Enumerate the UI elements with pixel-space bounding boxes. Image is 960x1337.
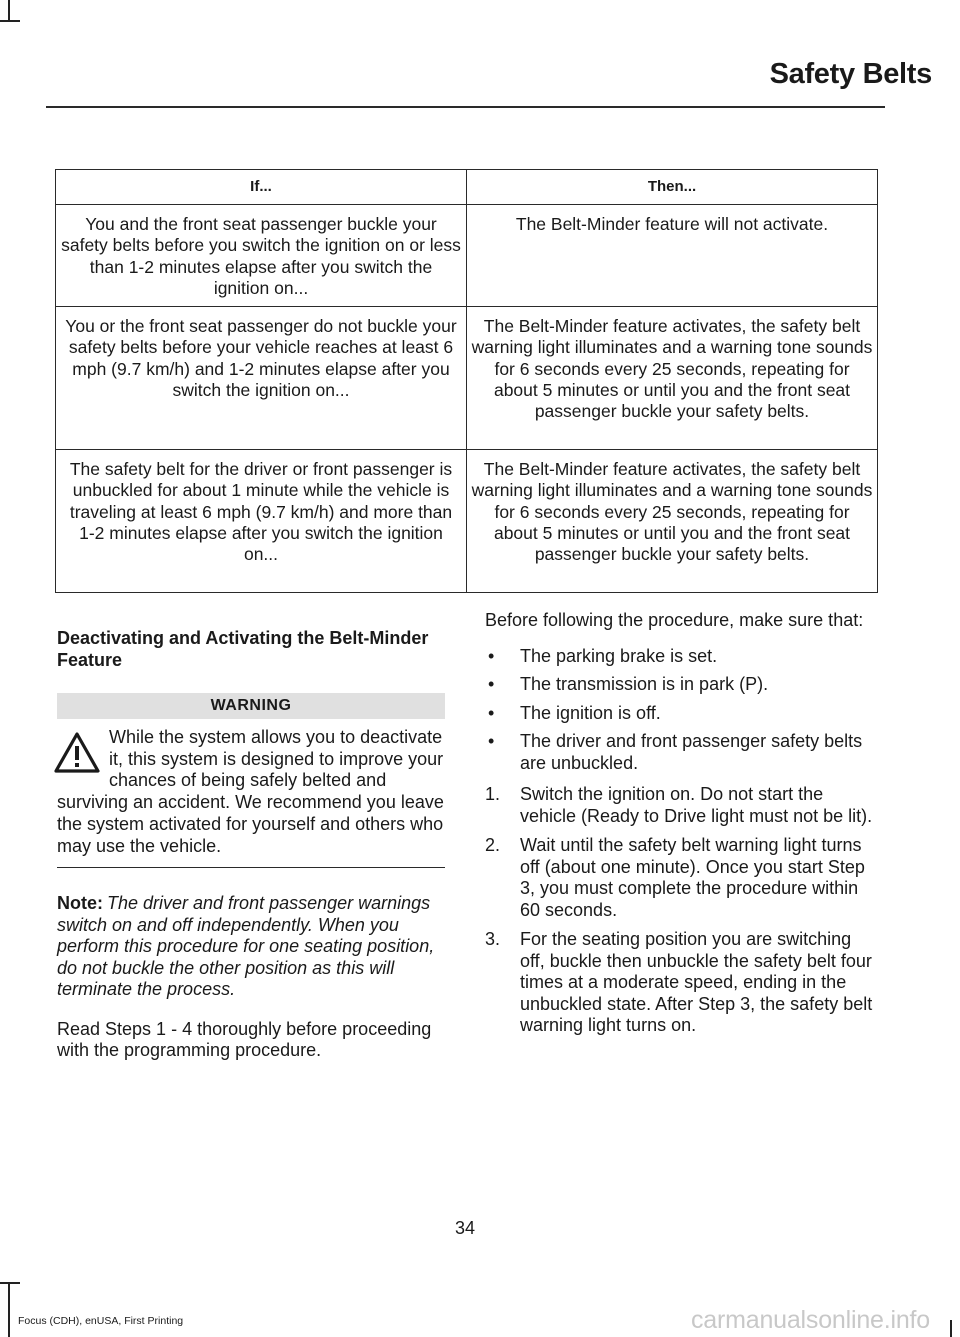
page-number: 34 [454,1218,476,1238]
table-cell-if: You or the front seat passenger do not buckle your safety belts before your vehicle reaches at least 6 mph (9.7 km/h) and 1-2 minutes elapse after you switch the ignition on... [56,307,467,450]
table-cell-then: The Belt-Minder feature will not activate. [467,205,878,307]
step-number: 2. [485,835,501,855]
warning-triangle-icon [53,731,101,775]
step-number: 1. [485,784,501,804]
list-item-text: The ignition is off. [520,702,661,723]
note-label: Note: [57,893,103,914]
table-row [56,450,878,593]
step-item [485,784,880,827]
step-text: Wait until the safety belt warning light turns off (about one minute). Once you start Step 3, you must complete the procedure within 60 seconds. [520,835,865,920]
note [57,893,445,1001]
warning-body [57,727,445,868]
before-intro: Before following the procedure, make sure that: [485,610,864,630]
header-rule [46,106,885,108]
table-cell-then: The Belt-Minder feature activates, the safety belt warning light illuminates and a warning tone sounds for 6 seconds every 25 seconds, repeating for about 5 minutes or until you and the front seat passenger buckle your safety belts. [467,307,878,450]
note-text: The driver and front passenger warnings switch on and off independently. When you perform this procedure for one seating position, do not buckle the other position as this will terminate the process. [57,893,435,1000]
bullet-mark: • [488,674,495,694]
list-item [485,674,880,696]
crop-mark [0,1282,20,1284]
procedure-steps [485,784,880,1037]
crop-mark [8,0,10,22]
crop-mark [8,1282,10,1337]
warning-heading: WARNING [57,693,445,719]
crop-mark [950,1320,952,1337]
section-title: Deactivating and Activating the Belt-Minder Feature [57,628,429,670]
crop-mark [0,20,20,22]
list-item [485,646,880,668]
list-item-text: The transmission is in park (P). [520,674,769,694]
step-item [485,929,880,1037]
step-text: Switch the ignition on. Do not start the vehicle (Ready to Drive light must not be lit). [520,784,873,826]
table-header-then: Then... [467,170,878,205]
list-item [485,703,880,725]
table-cell-then: The Belt-Minder feature activates, the safety belt warning light illuminates and a warning tone sounds for 6 seconds every 25 seconds, repeating for about 5 minutes or until you and the front seat passenger buckle your safety belts. [467,450,878,593]
step-text: For the seating position you are switching off, buckle then unbuckle the safety belt four times at a moderate speed, ending in the unbuckled state. After Step 3, the safety belt warning light turns on. [520,929,873,1035]
bullet-mark: • [488,645,495,666]
precondition-list [485,646,880,775]
page-title: Safety Belts [769,58,932,90]
table-cell-if: You and the front seat passenger buckle your safety belts before you switch the ignition on or less than 1-2 minutes elapse after you switch the ignition on... [56,205,467,307]
table-cell-if: The safety belt for the driver or front passenger is unbuckled for about 1 minute while the vehicle is traveling at least 6 mph (9.7 km/h) and more than 1-2 minutes elapse after you switch the ignition on... [56,450,467,593]
belt-minder-table [55,169,878,593]
right-column [485,610,880,1045]
left-column [57,625,445,1062]
step-number: 3. [485,929,501,949]
step-item [485,835,880,921]
table-header-if: If... [56,170,467,205]
table-header-row [56,170,878,205]
watermark: carmanualsonline.info [690,1306,930,1334]
list-item-text: The driver and front passenger safety belts are unbuckled. [520,731,863,773]
list-item [485,731,880,774]
warning-text: While the system allows you to deactivate it, this system is designed to improve your chances of being safely belted and surviving an accident. We recommend you leave the system activated for yourself and others who may use the vehicle. [57,727,444,856]
table-row [56,307,878,450]
footer-text: Focus (CDH), enUSA, First Printing [18,1315,184,1327]
list-item-text: The parking brake is set. [520,645,718,666]
bullet-mark: • [488,731,495,751]
table-row [56,205,878,307]
bullet-mark: • [488,702,495,723]
warning-box [57,693,445,868]
read-steps-paragraph: Read Steps 1 - 4 thoroughly before proceeding with the programming procedure. [57,1018,432,1061]
